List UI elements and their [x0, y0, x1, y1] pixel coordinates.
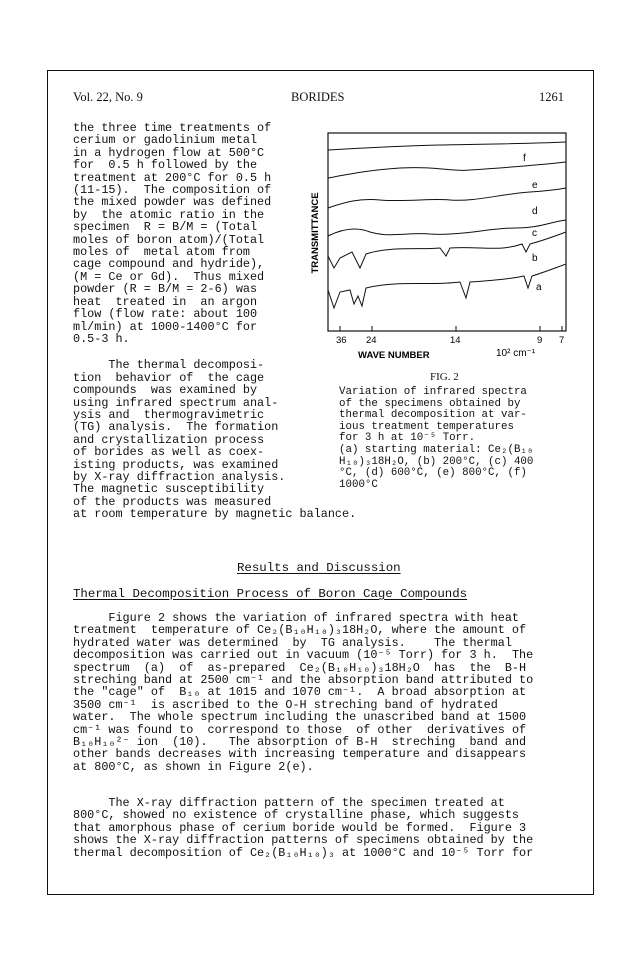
running-header-volume: Vol. 22, No. 9	[73, 90, 143, 104]
text-line: decomposition was carried out in vacuum (10⁻⁵ Torr) for 3 h. The	[73, 648, 534, 663]
section-title: Results and Discussion	[237, 561, 401, 575]
caption-line: H₁₀)₃18H₂O, (b) 200°C, (c) 400	[339, 455, 534, 468]
paragraph-xrd-results	[73, 797, 573, 859]
text-line: that amorphous phase of cerium boride would be formed. Figure 3	[73, 820, 527, 835]
spectrum-curve-a	[328, 264, 566, 308]
text-line: the three time treatments of	[73, 121, 272, 135]
paragraph-ir-results	[73, 612, 573, 773]
text-line: (TG) analysis. The formation	[73, 420, 279, 435]
text-line: hydrated water was determined by TG analysis. The thermal	[73, 635, 512, 650]
spectrum-curve-b	[328, 232, 566, 268]
x-axis-unit: 10² cm⁻¹	[496, 348, 536, 359]
curve-label-e: e	[532, 180, 538, 191]
text-line: ysis and thermogravimetric	[73, 407, 265, 422]
text-line: shows the X-ray diffraction patterns of specimens obtained by the	[73, 833, 534, 848]
figure-caption	[339, 387, 589, 491]
curve-label-c: c	[532, 228, 537, 239]
text-line: treatment temperature of Ce₂(B₁₀H₁₀)₃18H₂O, where the amount of	[73, 623, 527, 638]
text-line: The X-ray diffraction pattern of the specimen treated at	[73, 796, 505, 810]
caption-line: (a) starting material: Ce₂(B₁₀	[339, 443, 534, 456]
text-line: of the products was measured	[73, 494, 272, 509]
caption-line: for 3 h at 10⁻⁵ Torr.	[339, 432, 476, 445]
text-line: the "cage" of B₁₀ at 1015 and 1070 cm⁻¹. A broad absorption at	[73, 685, 527, 700]
x-tick-24: 24	[366, 335, 377, 346]
text-line: cerium or gadolinium metal	[73, 133, 258, 148]
text-line: powder (R = B/M = 2-6) was	[73, 282, 258, 297]
text-line: in a hydrogen flow at 500°C	[73, 145, 265, 160]
text-line: and crystallization process	[73, 432, 265, 447]
plot-frame	[328, 133, 566, 331]
curve-label-f: f	[523, 153, 526, 164]
text-line: cage compound and hydride),	[73, 257, 265, 272]
spectrum-curve-c	[328, 220, 566, 236]
curve-label-b: b	[532, 253, 538, 264]
text-line: streching band at 2500 cm⁻¹ and the absorption band attributed to	[73, 673, 534, 688]
text-line: The thermal decomposi-	[73, 358, 265, 373]
text-line: isting products, was examined	[73, 457, 279, 472]
subsection-title: Thermal Decomposition Process of Boron Cage Compounds	[73, 587, 468, 601]
paragraph-analysis	[73, 358, 357, 522]
text-line: B₁₀H₁₀²⁻ ion (10). The absorption of B-H streching band and	[73, 735, 527, 750]
figure-2-ir-spectra	[300, 128, 590, 368]
text-line: the mixed powder was defined	[73, 195, 272, 210]
caption-line: Variation of infrared spectra	[339, 386, 527, 398]
x-tick-7: 7	[559, 335, 565, 346]
text-line: (11-15). The composition of	[73, 183, 272, 198]
text-line: specimen R = B/M = (Total	[73, 220, 258, 235]
text-line: at 800°C, as shown in Figure 2(e).	[73, 759, 314, 774]
running-header-journal: BORIDES	[291, 90, 345, 104]
text-line: The magnetic susceptibility	[73, 482, 265, 497]
text-line: water. The whole spectrum including the unascribed band at 1500	[73, 710, 527, 725]
text-line: thermal decomposition of Ce₂(B₁₀H₁₀)₃ at 1000°C and 10⁻⁵ Torr for	[73, 845, 534, 860]
spectrum-curve-e	[328, 162, 566, 178]
text-line: Figure 2 shows the variation of infrared spectra with heat	[73, 611, 519, 625]
text-line: moles of boron atom)/(Total	[73, 232, 265, 247]
text-line: heat treated in an argon	[73, 294, 258, 309]
text-line: 0.5-3 h.	[73, 331, 130, 346]
y-axis-label: TRANSMITTANCE	[310, 192, 321, 274]
caption-line: 1000°C	[339, 478, 378, 491]
text-line: treatment at 200°C for 0.5 h	[73, 170, 272, 185]
text-line: 3500 cm⁻¹ is ascribed to the O-H streching band of hydrated	[73, 697, 498, 712]
caption-line: ious treatment temperatures	[339, 420, 514, 433]
text-line: ml/min) at 1000-1400°C for	[73, 319, 258, 334]
x-tick-36: 36	[336, 335, 347, 346]
caption-line: of the specimens obtained by	[339, 397, 521, 410]
caption-line: °C, (d) 600°C, (e) 800°C, (f)	[339, 467, 527, 480]
text-line: 800°C, showed no existence of crystalline phase, which suggests	[73, 808, 519, 823]
text-line: by the atomic ratio in the	[73, 207, 265, 222]
text-line: compounds was examined by	[73, 383, 258, 398]
x-tick-9: 9	[537, 335, 543, 346]
text-line: (M = Ce or Gd). Thus mixed	[73, 269, 265, 284]
curve-label-d: d	[532, 206, 538, 217]
spectrum-curve-f	[328, 142, 566, 150]
x-axis-label: WAVE NUMBER	[358, 350, 430, 361]
figure-number: FIG. 2	[430, 371, 459, 383]
text-line: cm⁻¹ was found to correspond to those of other derivatives of	[73, 722, 527, 737]
x-axis-ticks	[340, 326, 562, 331]
x-tick-14: 14	[450, 335, 461, 346]
text-line: of borides as well as coex-	[73, 445, 265, 460]
text-line: moles of metal atom from	[73, 245, 250, 260]
spectrum-curve-d	[328, 188, 566, 208]
text-line: other bands decreases with increasing temperature and disappears	[73, 747, 527, 762]
page-number: 1261	[539, 90, 564, 104]
text-line: spectrum (a) of as-prepared Ce₂(B₁₀H₁₀)₃18H₂O has the B-H	[73, 660, 527, 675]
text-line: for 0.5 h followed by the	[73, 158, 258, 173]
text-line: tion behavior of the cage	[73, 370, 265, 385]
curve-label-a: a	[536, 282, 542, 293]
paragraph-methods	[73, 122, 318, 345]
text-line: by X-ray diffraction analysis.	[73, 469, 286, 484]
caption-line: thermal decomposition at var-	[339, 409, 527, 422]
text-line: using infrared spectrum anal-	[73, 395, 279, 410]
text-line-full-width: at room temperature by magnetic balance.	[73, 507, 357, 522]
text-line: flow (flow rate: about 100	[73, 307, 258, 322]
